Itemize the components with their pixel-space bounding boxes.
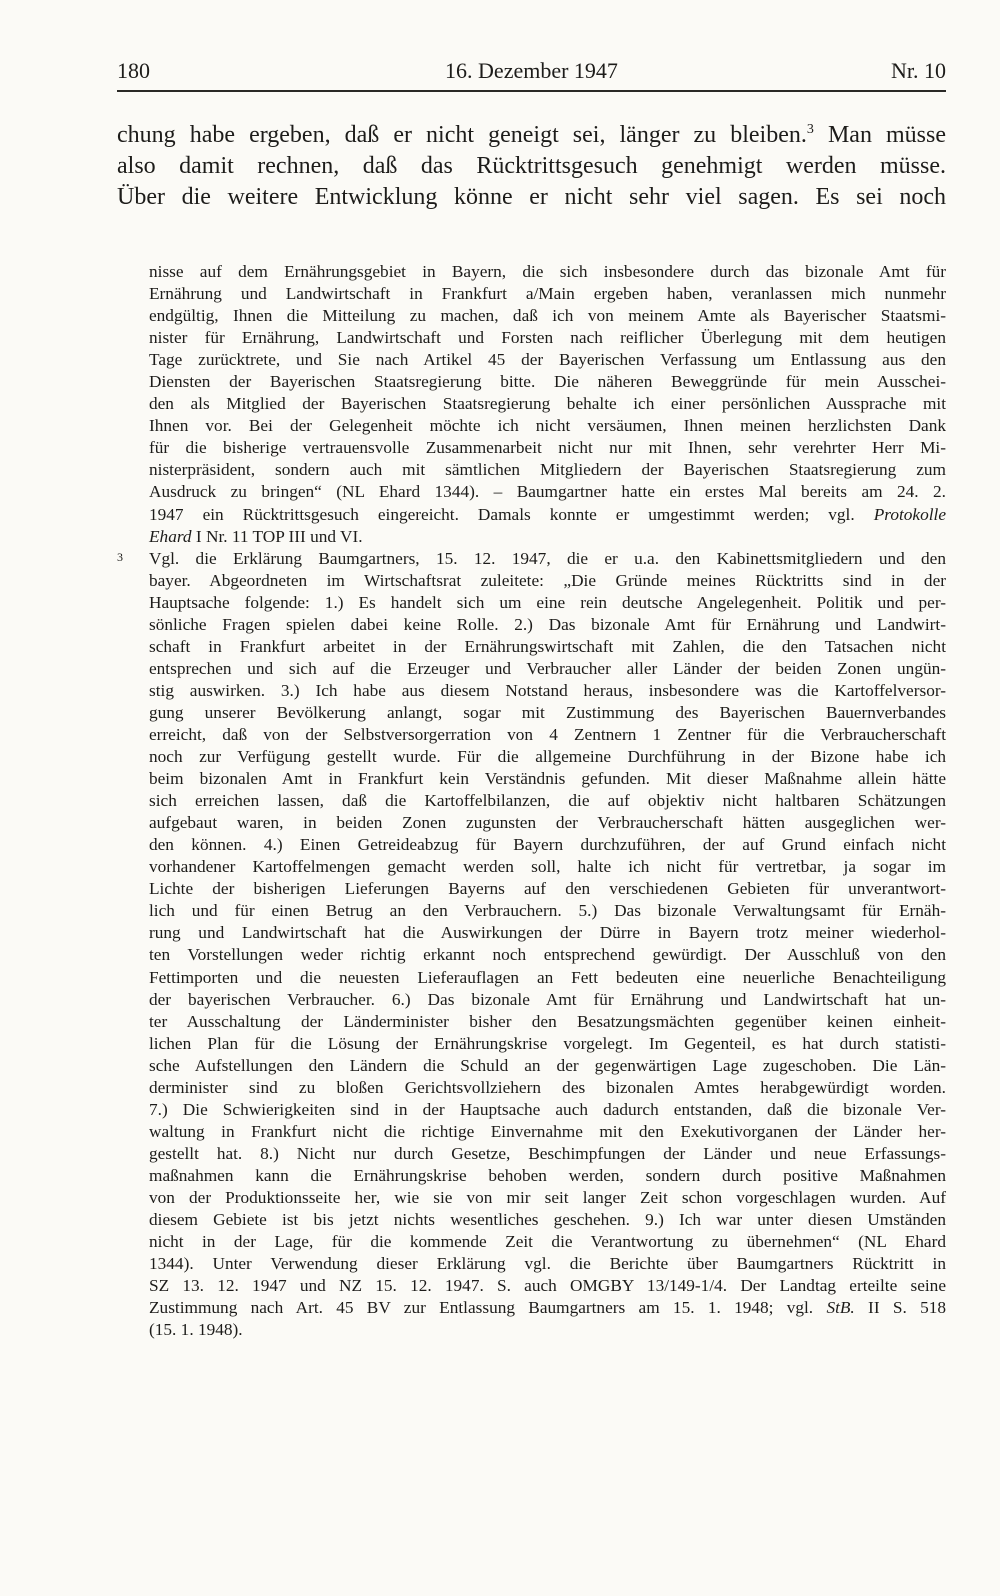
footnote-line: lich und für einen Betrug an den Verbrauchern. 5.) Das bizonale Verwaltungsamt für Ernäh- — [149, 901, 946, 921]
footnote-line: nisterpräsident, sondern auch mit sämtlichen Mitgliedern der Bayerischen Staatsregierung zum — [149, 460, 946, 480]
main-text-segment: chung habe ergeben, daß er nicht geneigt sei, länger zu bleiben. — [117, 122, 807, 148]
footnote-reference: 3 — [806, 122, 814, 137]
main-text-line: also damit rechnen, daß das Rücktrittsgesuch genehmigt werden müsse. — [117, 153, 946, 179]
footnote-line: sönliche Fragen spielen dabei keine Rolle. 2.) Das bizonale Amt für Ernährung und Landwirt- — [149, 614, 946, 634]
footnote-line: vorhandener Kartoffelmengen gemacht werden soll, halte ich nicht für vertretbar, ja sogar im — [149, 857, 946, 877]
footnote-line-text: Zustimmung nach Art. 45 BV zur Entlassung Baumgartners am 15. 1. 1948; vgl. — [149, 1298, 827, 1318]
italic-title: Ehard — [149, 526, 192, 546]
footnote-line: sich erreichen lassen, daß die Kartoffelbilanzen, die auf objektiv nicht haltbaren Schätzungen — [149, 791, 946, 811]
footnote-line: den als Mitglied der Bayerischen Staatsregierung behalte ich einer persönlichen Aussprache mit — [149, 394, 946, 414]
footnote-line: Vgl. die Erklärung Baumgartners, 15. 12. 1947, die er u.a. den Kabinettsmitgliedern und den — [149, 548, 946, 568]
footnote-line: rung und Landwirtschaft hat die Auswirkungen der Dürre in Bayern trotz meiner wiederhol- — [149, 923, 946, 943]
footnote-line: schaft in Frankfurt arbeitet in der Ernährungswirtschaft mit Zahlen, die den Tatsachen nicht — [149, 636, 946, 656]
footnote-line: stig auswirken. 3.) Ich habe aus diesem Notstand heraus, insbesondere was die Kartoffelversor- — [149, 680, 946, 700]
footnote-line: der bayerischen Verbraucher. 6.) Das bizonale Amt für Ernährung und Landwirtschaft hat un- — [149, 989, 946, 1009]
footnote-line: diesem Gebiete ist bis jetzt nichts wesentliches geschehen. 9.) Ich war unter diesen Umständen — [149, 1210, 946, 1230]
footnote-line: maßnahmen kann die Ernährungskrise behoben werden, sondern durch positive Maßnahmen — [149, 1165, 946, 1185]
header-rule — [117, 90, 946, 92]
footnote-continued — [117, 261, 946, 548]
footnote-line: (15. 1. 1948). — [149, 1320, 243, 1340]
footnote-line-text: II S. 518 — [854, 1298, 947, 1318]
footnote-line: Ihnen vor. Bei der Gelegenheit möchte ich nicht versäumen, Ihnen meinen herzlichsten Dank — [149, 416, 946, 436]
footnote-line: erreicht, daß von der Selbstversorgerration von 4 Zentnern 1 Zentner für die Verbraucherschaft — [149, 724, 946, 744]
running-header — [117, 56, 946, 86]
footnote-line: sche Aufstellungen den Ländern die Schuld an der gegenwärtigen Lage zugeschoben. Die Län- — [149, 1055, 946, 1075]
footnote-3 — [117, 548, 946, 1342]
footnote-line-text: I Nr. 11 TOP III und VI. — [191, 526, 363, 546]
main-text-line — [117, 120, 946, 151]
header-date: 16. Dezember 1947 — [445, 58, 618, 83]
footnote-line — [117, 504, 946, 526]
footnote-line: SZ 13. 12. 1947 und NZ 15. 12. 1947. S. auch OMGBY 13/149-1/4. Der Landtag erteilte seine — [149, 1276, 946, 1296]
footnote-line: Diensten der Bayerischen Staatsregierung bitte. Die näheren Beweggründe für mein Ausschei- — [149, 372, 946, 392]
footnote-line: für die bisherige vertrauensvolle Zusammenarbeit nicht nur mit Ihnen, sehr verehrter Herr Mi- — [149, 438, 946, 458]
footnote-line: noch zur Verfügung gestellt wurde. Für die allgemeine Durchführung in der Bizone habe ich — [149, 747, 946, 767]
footnote-line — [117, 526, 946, 548]
footnote-marker: 3 — [117, 549, 123, 564]
footnote-line: nister für Ernährung, Landwirtschaft und Forsten nach reiflicher Überlegung mit dem heutigen — [149, 328, 946, 348]
footnote-line: beim bizonalen Amt in Frankfurt kein Verständnis gefunden. Mit dieser Maßnahme allein hätte — [149, 769, 946, 789]
footnote-line: lichen Plan für die Lösung der Ernährungskrise vorgelegt. Im Gegenteil, es hat durch statisti- — [149, 1033, 946, 1053]
footnote-line: Ernährung und Landwirtschaft in Frankfurt a/Main ergeben haben, veranlassen mich nunmehr — [149, 284, 946, 304]
main-text — [117, 120, 946, 210]
italic-abbreviation: StB. — [826, 1298, 855, 1318]
footnote-line: Tage zurücktrete, und Sie nach Artikel 45 der Bayerischen Verfassung um Entlassung aus den — [149, 350, 946, 370]
footnote-line: nisse auf dem Ernährungsgebiet in Bayern, die sich insbesondere durch das bizonale Amt für — [149, 262, 946, 281]
footnote-line: Lichte der bisherigen Lieferungen Bayerns auf den verschiedenen Gebieten für unverantwort- — [149, 879, 946, 899]
footnote-line: Ausdruck zu bringen“ (NL Ehard 1344). – Baumgartner hatte ein erstes Mal bereits am 24. 2. — [149, 482, 946, 502]
main-text-segment: Man müsse — [813, 122, 946, 148]
footnote-line: aufgebaut waren, in beiden Zonen zugunsten der Verbraucherschaft hätten ausgeglichen wer- — [149, 813, 946, 833]
footnote-line: Hauptsache folgende: 1.) Es handelt sich um eine rein deutsche Angelegenheit. Politik und per- — [149, 592, 946, 612]
footnote-line — [117, 1297, 946, 1319]
footnotes — [117, 261, 946, 1411]
page-number: 180 — [117, 58, 150, 83]
footnote-line-text: 1947 ein Rücktrittsgesuch eingereicht. Damals konnte er umgestimmt werden; vgl. — [149, 504, 874, 524]
footnote-line: Fettimporten und die neuesten Lieferauflagen an Fett bedeuten eine neuerliche Benachteiligung — [149, 967, 946, 987]
footnote-line: 1344). Unter Verwendung dieser Erklärung vgl. die Berichte über Baumgartners Rücktritt in — [149, 1254, 946, 1274]
footnote-line: endgültig, Ihnen die Mitteilung zu machen, daß ich von meinem Amte als Bayerischer Staatsmi- — [149, 306, 946, 326]
footnote-line: waltung in Frankfurt nicht die richtige Einvernahme mit den Exekutivorganen der Länder her- — [149, 1121, 946, 1141]
footnote-line: 7.) Die Schwierigkeiten sind in der Hauptsache auch dadurch entstanden, daß die bizonale Ver- — [149, 1099, 946, 1119]
footnote-line: nicht in der Lage, für die kommende Zeit die Verantwortung zu übernehmen“ (NL Ehard — [149, 1232, 946, 1252]
main-text-line: Über die weitere Entwicklung könne er nicht sehr viel sagen. Es sei noch — [117, 184, 946, 210]
footnote-line: bayer. Abgeordneten im Wirtschaftsrat zuleitete: „Die Gründe meines Rücktritts sind in der — [149, 570, 946, 590]
italic-title: Protokolle — [873, 504, 946, 524]
footnote-line: den können. 4.) Einen Getreideabzug für Bayern durchzuführen, der auf Grund einfach nicht — [149, 835, 946, 855]
footnote-line: ten Vorstellungen weder richtig erkannt noch entsprechend gewürdigt. Der Ausschluß von den — [149, 945, 946, 965]
footnote-line: gestellt hat. 8.) Nicht nur durch Gesetze, Beschimpfungen der Länder und neue Erfassungs- — [149, 1143, 946, 1163]
footnote-line: derminister sind zu bloßen Gerichtsvollziehern des bizonalen Amtes herabgewürdigt worden. — [149, 1077, 946, 1097]
footnote-line: entsprechen und sich auf die Erzeuger und Verbraucher aller Länder der beiden Zonen ungün- — [149, 658, 946, 678]
document-number: Nr. 10 — [891, 58, 946, 83]
footnote-line: von der Produktionsseite her, wie sie von mir seit langer Zeit schon vorgeschlagen wurden. Auf — [149, 1187, 946, 1207]
footnote-line: ter Ausschaltung der Länderminister bisher den Besatzungsmächten gegenüber keinen einheit- — [149, 1011, 946, 1031]
footnote-line: gung unserer Bevölkerung anlangt, sogar mit Zustimmung des Bayerischen Bauernverbandes — [149, 702, 946, 722]
